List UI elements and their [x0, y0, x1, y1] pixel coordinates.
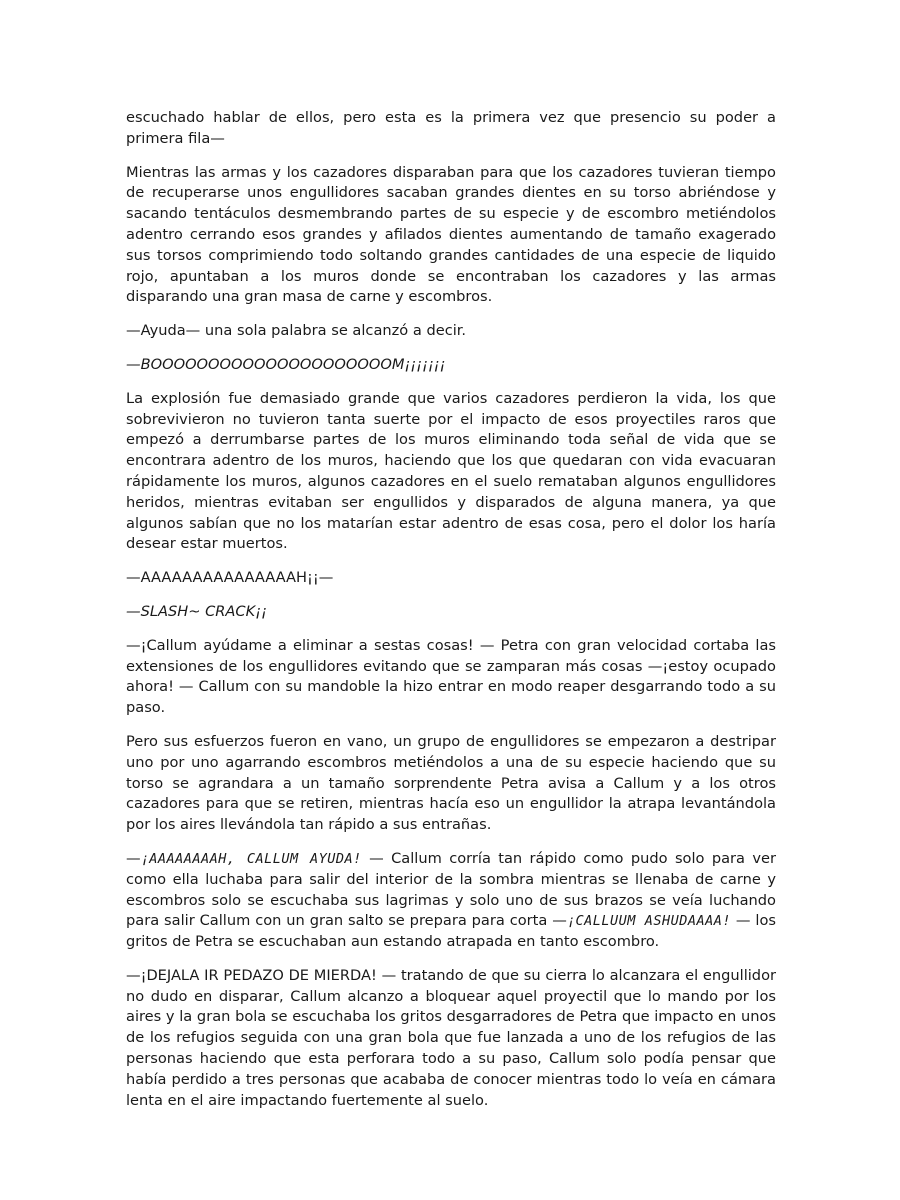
sound-effect: —BOOOOOOOOOOOOOOOOOOOOOM¡¡¡¡¡¡¡: [126, 355, 446, 373]
shout-text: ¡CALLUUM ASHUDAAAA!: [566, 913, 731, 930]
paragraph: Mientras las armas y los cazadores disparaban para que los cazadores tuvieran tiempo de recuperarse unos engullidores sacaban grandes dientes en su torso abriéndose y sacando tentáculos desmembrando partes de su especie y de escombro metiéndolos adentro cerrando esos grandes y afilados dientes aumentando de tamaño exagerado sus torsos comprimiendo todo soltando grandes cantidades de una especie de liquido rojo, apuntaban a los muros donde se encontraban los cazadores y las armas disparando una gran masa de carne y escombros.: [126, 163, 776, 306]
body-text: [126, 108, 776, 1124]
dash: —: [126, 849, 141, 867]
dialogue-line: —AAAAAAAAAAAAAAAH¡¡—: [126, 569, 334, 587]
text-span: — los gritos de Petra se escuchaban aun estando atrapada en tanto escombro.: [126, 912, 776, 951]
paragraph: La explosión fue demasiado grande que varios cazadores perdieron la vida, los que sobrevivieron no tuvieron tanta suerte por el impacto de esos proyectiles raros que empezó a derrumbarse partes de los muros eliminando toda señal de vida que se encontrara adentro de los muros, haciendo que los que quedaran con vida evacuaran rápidamente los muros, algunos cazadores en el suelo remataban algunos engullidores heridos, mientras evitaban ser engullidos y disparados de alguna manera, ya que algunos sabían que no los matarían estar adentro de esas cosa, pero el dolor los haría desear estar muertos.: [126, 389, 776, 553]
dialogue-line: —Ayuda— una sola palabra se alcanzó a decir.: [126, 322, 467, 340]
paragraph: —¡DEJALA IR PEDAZO DE MIERDA! — tratando de que su cierra lo alcanzara el engullidor no dudo en disparar, Callum alcanzo a bloquear aquel proyectil que lo mando por los aires y la gran bola se escuchaba los gritos desgarradores de Petra que impacto en unos de los refugios seguida con una gran bola que fue lanzada a uno de los refugios de las personas haciendo que esta perforara todo a su paso, Callum solo podía pensar que había perdido a tres personas que acababa de conocer mientras todo lo veía en cámara lenta en el aire impactando fuertemente al suelo.: [126, 966, 776, 1109]
shout-text: ¡AAAAAAAAH, CALLUM AYUDA!: [140, 850, 362, 867]
paragraph: Pero sus esfuerzos fueron en vano, un grupo de engullidores se empezaron a destripar uno por uno agarrando escombros metiéndolos a una de su especie haciendo que su torso se agrandara a un tamaño sorprendente Petra avisa a Callum y a los otros cazadores para que se retiren, mientras hacía eso un engullidor la atrapa levantándola por los aires llevándola tan rápido a sus entrañas.: [126, 732, 776, 834]
paragraph: —¡Callum ayúdame a eliminar a sestas cosas! — Petra con gran velocidad cortaba las extensiones de los engullidores evitando que se zamparan más cosas —¡estoy ocupado ahora! — Callum con su mandoble la hizo entrar en modo reaper desgarrando todo a su paso.: [126, 636, 776, 717]
sound-effect: —SLASH~ CRACK¡¡: [126, 602, 267, 620]
paragraph-with-shouts: [126, 849, 776, 953]
paragraph: escuchado hablar de ellos, pero esta es la primera vez que presencio su poder a primera fila—: [126, 109, 776, 147]
text-span: — Callum corría tan rápido como pudo solo para ver como ella luchaba para salir del interior de la sombra mientras se llenaba de carne y escombros solo se escuchaba sus lagrimas y solo uno de sus brazos se veía luchando para salir Callum con un gran salto se prepara para corta —: [126, 849, 776, 930]
